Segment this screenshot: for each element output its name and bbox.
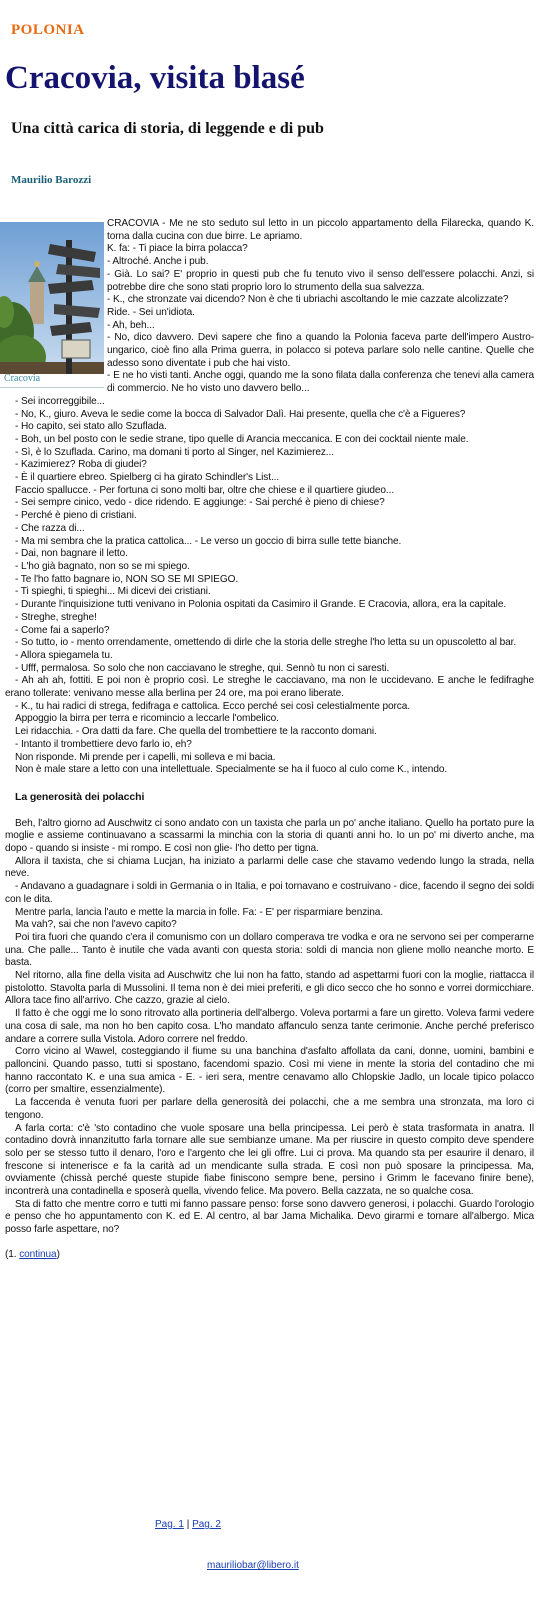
paragraph: Ride. - Sei un'idiota. <box>107 306 195 318</box>
paragraph: Il fatto è che oggi me lo sono ritrovato alla portineria dell'albergo. Voleva portarmi a fare un giretto. Voleva farmi vedere una cosa di sale, ma non ho ben capito cosa. L'ho mandato affanculo senza tante cerimonie. Anche perché preferisco andare a correre sulla Vistola. Adoro correre nel freddo. <box>5 1008 534 1045</box>
paragraph: Sta di fatto che mentre corro e tutti mi fanno passare penso: forse sono davvero generosi, i polacchi. Guardo l'orologio e penso che ho appuntamento con K. ed E. Al centro, al bar Jama Michalika. Devo girarmi e tornare all'albergo. Mica posso farle aspettare, no? <box>5 1198 534 1236</box>
page-1-link[interactable]: Pag. 1 <box>155 1519 184 1530</box>
paragraph: - Ah ah ah, fottiti. E poi non è proprio così. Le streghe le cacciavano, ma non le uccidevano. E anche le fedifraghe erano tollerate: venivano messe alla berlina per 24 ore, ma poi erano liberate. <box>5 675 534 700</box>
paragraph: - Che razza di... <box>15 522 85 534</box>
paragraph: Mentre parla, lancia l'auto e mette la marcia in folle. Fa: - E' per risparmiare benzina. <box>15 906 384 918</box>
paragraph: - Kazimierez? Roba di giudei? <box>15 459 147 471</box>
article-title: Cracovia, visita blasé <box>5 60 305 96</box>
paragraph: - Sì, è lo Szuflada. Carino, ma domani ti porto al Singer, nel Kazimierez... <box>15 446 334 458</box>
paragraph: - K., tu hai radici di strega, fedifraga e cattolica. Ecco perché sei così celestialmente porca. <box>15 700 410 712</box>
paragraph: Lei ridacchia. - Ora datti da fare. Che quella del trombettiere te la racconto domani. <box>15 726 377 738</box>
section-subheading: La generosità dei polacchi <box>15 790 145 803</box>
paragraph: Poi tira fuori che quando c'era il comunismo con un dollaro comperava tre vodka e ora ne servono sei per comperarne una. Che palle... Tanto è inutile che vada avanti con questa storia: soldi di mancia non gliene mollo neanche morto. E basta. <box>5 931 534 969</box>
paragraph: - Ma mi sembra che la pratica cattolica... - Le verso un goccio di birra sulle tette bianche. <box>15 535 402 547</box>
paragraph: - Intanto il trombettiere devo farlo io, eh? <box>15 738 192 750</box>
nav-separator: | <box>183 1519 193 1530</box>
paragraph: - Durante l'inquisizione tutti venivano in Polonia ospitati da Casimiro il Grande. E Cracovia, allora, era la capitale. <box>15 599 507 611</box>
footnote-suffix: ) <box>56 1248 60 1260</box>
paragraph: - Streghe, streghe! <box>15 611 97 623</box>
paragraph: Non risponde. Mi prende per i capelli, mi solleva e mi bacia. <box>15 751 276 763</box>
article-subtitle: Una città carica di storia, di leggende e di pub <box>11 120 324 137</box>
paragraph: - So tutto, io - mento orrendamente, omettendo di dirle che la storia delle streghe l'ho letta su un opuscoletto al bar. <box>15 637 517 649</box>
paragraph: - L'ho già bagnato, non so se mi spiego. <box>15 560 190 572</box>
paragraph: - Altroché. Anche i pub. <box>107 256 209 268</box>
paragraph: - Già. Lo sai? E' proprio in questi pub che fu tenuto vivo il senso dell'essere polacchi. Anzi, si potrebbe dire che sono stati proprio loro lo strumento della sua salvezza. <box>107 268 534 293</box>
paragraph: Allora il taxista, che si chiama Lucjan, ha iniziato a parlarmi delle case che stavamo vedendo lungo la strada, nella neve. <box>5 855 534 880</box>
paragraph: Non è male stare a letto con una intellettuale. Specialmente se ha il fuoco al culo come K., intendo. <box>15 764 448 776</box>
paragraph: K. fa: - Ti piace la birra polacca? <box>107 243 248 255</box>
paragraph: - È il quartiere ebreo. Spielberg ci ha girato Schindler's List... <box>15 472 280 484</box>
section-label: POLONIA <box>11 22 85 38</box>
paragraph: Faccio spallucce. - Per fortuna ci sono molti bar, oltre che chiese e il quartiere giudeo... <box>15 484 395 496</box>
page-navigation <box>155 1519 221 1530</box>
photo-wrap-space <box>5 218 107 392</box>
paragraph: - Ufff, permalosa. So solo che non cacciavano le streghe, qui. Sennò tu non ci saresti. <box>15 662 390 674</box>
paragraph: - Boh, un bel posto con le sedie strane, tipo quelle di Arancia meccanica. E con dei cocktail niente male. <box>15 433 469 445</box>
paragraph: - E ne ho visti tanti. Anche oggi, quando me la sono filata dalla conferenza che tenevi alla camera di commercio. Ne ho visto uno davvero bello... <box>107 370 534 395</box>
paragraph: Ma vah?, sai che non l'avevo capito? <box>15 919 177 931</box>
paragraph: - Sei sempre cinico, vedo - dice ridendo. E aggiunge: - Sai perché è pieno di chiese? <box>15 497 385 509</box>
article-body <box>5 218 534 1262</box>
paragraph: Beh, l'altro giorno ad Auschwitz ci sono andato con un taxista che parla un po' anche italiano. Quello ha portato pure la moglie e assieme continuavano a scassarmi la minchia con la storia di quanti anni ho. Io un po' mi diverto anche, ma dopo - quando si insiste - mi rompo. E così non glie- l'ho detto per tigna. <box>5 817 534 855</box>
paragraph: - No, dico davvero. Devi sapere che fino a quando la Polonia faceva parte dell'impero Austro-ungarico, cioè fino alla Prima guerra, in polacco si poteva parlare solo nelle cantine. Quelle che adesso sono diventate i pub che hai visto. <box>107 332 534 369</box>
photo-caption: Cracovia <box>4 373 41 384</box>
paragraph: - Andavano a guadagnare i soldi in Germania o in Italia, e poi tornavano e costruivano - dice, facendo il segno dei soldi con le dita. <box>5 881 534 905</box>
page-2-link[interactable]: Pag. 2 <box>192 1519 221 1530</box>
paragraph: Nel ritorno, alla fine della visita ad Auschwitz che lui non ha fatto, stando ad aspettarmi fuori con la moglie, riattacca il pistolotto. Stavolta parla di Mussolini. Il tema non è dei miei preferiti, e gli dico secco che ho sonno e vorrei dormicchiare. Allora tace fino all'arrivo. Che cazzo, grazie al cielo. <box>5 970 534 1007</box>
footnote <box>5 1249 534 1262</box>
continua-link[interactable]: continua <box>19 1248 57 1260</box>
paragraph: - Allora spiegamela tu. <box>15 649 113 661</box>
paragraph: Appoggio la birra per terra e ricomincio a leccarle l'ombelico. <box>15 713 279 725</box>
paragraph: - Sei incorreggibile... <box>15 395 105 407</box>
paragraph: A farla corta: c'è 'sto contadino che vuole sposare una bella principessa. Lei però è stata trasformata in anatra. Il contadino dovrà innanzitutto farla tornare alle sue sembianze umane. Ma per riuscire in questo compito deve spendere solo per se stesso tutto il denaro, l'oro e l'argento che lei gli offre. Lui ci prova. Ma quando sta per esaurire il denaro, il frescone si intenerisce e fa la carità ad un mendicante sulla strada. E così non può sposare la principessa. Ma, ovviamente (chissà perché queste stupide fiabe finiscono sempre bene, persino i Grimm le facevano finire bene), incontrerà una contadinella e sposerà quella, vivendo felice. Ma povero. Bella cazzata, ne so qualche cosa. <box>5 1122 534 1198</box>
paragraph: La faccenda è venuta fuori per parlare della generosità dei polacchi, che a me sembra una stronzata, ma loro ci tengono. <box>5 1097 534 1121</box>
paragraph: - K., che stronzate vai dicendo? Non è che ti ubriachi ascoltando le mie cazzate alcolizzate? <box>107 294 509 306</box>
paragraph: - Dai, non bagnare il letto. <box>15 548 128 560</box>
paragraph: CRACOVIA - Me ne sto seduto sul letto in un piccolo appartamento della Filarecka, quando K. torna dalla cucina con due birre. Le apriamo. <box>107 218 534 242</box>
paragraph: - Ah, beh... <box>107 319 155 331</box>
footnote-prefix: (1. <box>5 1248 17 1260</box>
article-author: Maurilio Barozzi <box>11 174 92 186</box>
paragraph: - No, K., giuro. Aveva le sedie come la bocca di Salvador Dalì. Hai presente, quella che c'è a Figueres? <box>15 408 466 420</box>
email-link[interactable]: mauriliobar@libero.it <box>207 1560 299 1571</box>
paragraph: - Te l'ho fatto bagnare io, NON SO SE MI SPIEGO. <box>15 573 239 585</box>
paragraph: - Come fai a saperlo? <box>15 624 110 636</box>
footer-email <box>207 1560 299 1571</box>
paragraph: - Ti spieghi, ti spieghi... Mi dicevi dei cristiani. <box>15 586 211 598</box>
paragraph: Corro vicino al Wawel, costeggiando il fiume su una banchina d'asfalto affollata da cani, donne, uomini, bambini e palloncini. Quando passo, tutti si spostano, facendomi spazio. Così mi viene in mente la storia del contadino che mi hanno raccontato K. e una sua amica - E. - ieri sera, mentre cenavamo allo Chlopskie Jadlo, un locale tipico polacco (corro per smaltire, essenzialmente). <box>5 1046 534 1096</box>
paragraph: - Perché è pieno di cristiani. <box>15 510 137 522</box>
paragraph: - Ho capito, sei stato allo Szuflada. <box>15 421 167 433</box>
